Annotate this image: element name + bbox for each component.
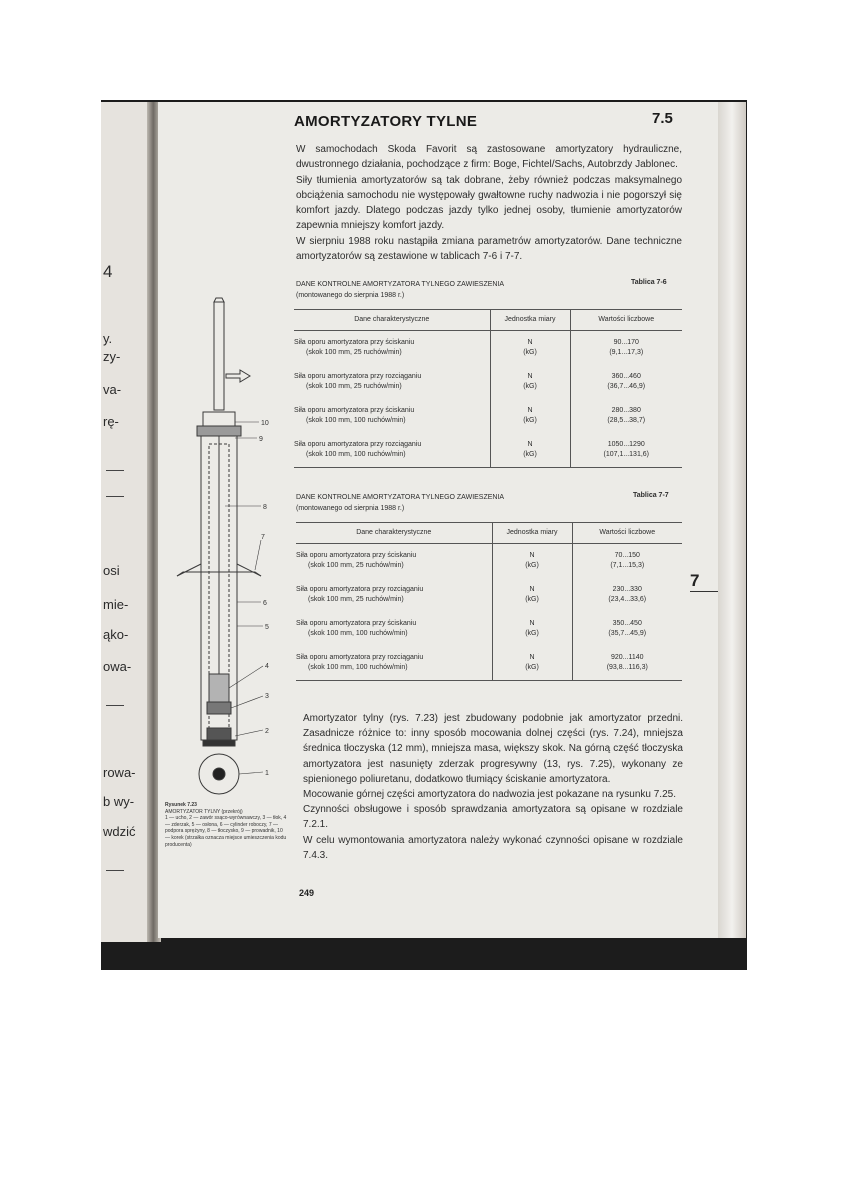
figure-label: 6 — [263, 600, 267, 607]
cell-desc-sub: (skok 100 mm, 25 ruchów/min) — [308, 596, 404, 603]
figure-label: 2 — [265, 728, 269, 735]
cell-value-sub: (23,4...33,6) — [608, 596, 647, 603]
figure-label: 4 — [265, 663, 269, 670]
figure-label: 5 — [265, 624, 269, 631]
cell-desc-sub: (skok 100 mm, 25 ruchów/min) — [308, 562, 404, 569]
body-text — [303, 711, 683, 863]
table-header-row — [294, 310, 682, 331]
left-fragment: wdzić — [103, 824, 136, 839]
arrow-icon — [226, 370, 250, 382]
left-fragment: zy- — [103, 349, 121, 364]
figure-caption-number: Rysunek 7.23 — [165, 802, 197, 808]
cell-unit-sub: (kG) — [525, 562, 539, 569]
figure-label: 10 — [261, 420, 269, 427]
left-rule — [106, 496, 124, 497]
cell-value: 90...170 — [613, 339, 639, 346]
cell-value-sub: (28,5...38,7) — [607, 417, 646, 424]
cell-value: 70...150 — [614, 552, 640, 559]
lower-eye-bushing — [213, 768, 225, 780]
data-table-7-7 — [296, 522, 682, 681]
figure-caption-text: 1 — ucho, 2 — zawór ssąco-wyrównawczy, 3 — tłok, 4 — zderzak, 5 — osłona, 6 — cylinder roboczy, 7 — podpora sprężyny, 8 — tłoczysko, 9 — prowadnik, 10 — korek (strzałka oznacza miejsce umieszczenia kodu producenta) — [165, 815, 287, 848]
cell-desc: Siła oporu amortyzatora przy ściskaniu — [296, 620, 417, 627]
table-label: Tablica 7-7 — [633, 492, 669, 499]
figure-label: 9 — [259, 436, 263, 443]
cell-desc-sub: (skok 100 mm, 100 ruchów/min) — [306, 417, 406, 424]
cell-value-sub: (35,7...45,9) — [608, 630, 647, 637]
cell-unit: N — [527, 407, 533, 414]
cell-desc-sub: (skok 100 mm, 25 ruchów/min) — [306, 349, 402, 356]
left-rule — [106, 470, 124, 471]
cell-unit-sub: (kG) — [523, 349, 537, 356]
left-fragment: y. — [103, 331, 113, 346]
left-fragment: rowa- — [103, 765, 136, 780]
table-row — [296, 646, 682, 681]
table-row — [294, 399, 682, 433]
cell-desc: Siła oporu amortyzatora przy ściskaniu — [294, 407, 415, 414]
cell-unit-sub: (kG) — [525, 596, 539, 603]
column-header: Wartości liczbowe — [572, 523, 682, 544]
table-caption-subtitle: (montowanego od sierpnia 1988 r.) — [296, 505, 405, 512]
seal-ring — [197, 426, 241, 436]
paragraph: Siły tłumienia amortyzatorów są tak dobrane, żeby również podczas maksymalnego obciążenia samochodu nie występowały gwałtowne ruchy nadwozia i nie pogorszył się komfort jazdy. Dlatego podczas jazdy tylko jednej osoby, tłumienie amortyzatorów zapewnia mniejszy komfort jazdy. — [296, 174, 682, 232]
data-table-7-6 — [294, 309, 682, 468]
cell-value-sub: (36,7...46,9) — [607, 383, 646, 390]
paragraph: W sierpniu 1988 roku nastąpiła zmiana parametrów amortyzatorów. Dane techniczne amortyzatorów są zestawione w tablicach 7-6 i 7-7. — [296, 235, 682, 263]
left-rule — [106, 870, 124, 871]
cell-unit-sub: (kG) — [525, 664, 539, 671]
cell-value-sub: (7,1...15,3) — [610, 562, 645, 569]
table-row — [296, 612, 682, 646]
table-caption-title: DANE KONTROLNE AMORTYZATORA TYLNEGO ZAWIESZENIA — [296, 281, 505, 288]
cell-value: 1050...1290 — [607, 441, 645, 448]
section-title: AMORTYZATORY TYLNE — [294, 113, 478, 130]
left-fragment: b wy- — [103, 794, 135, 809]
bump-stop — [209, 674, 229, 702]
rod-tip — [214, 298, 224, 302]
left-fragment: mie- — [103, 597, 129, 612]
chapter-tab-rule — [690, 591, 718, 592]
cell-desc: Siła oporu amortyzatora przy ściskaniu — [296, 552, 417, 559]
cell-value: 280...380 — [611, 407, 641, 414]
cell-desc: Siła oporu amortyzatora przy rozciąganiu — [296, 586, 424, 593]
cell-value-sub: (93,8...116,3) — [606, 664, 648, 671]
table-caption-subtitle: (montowanego do sierpnia 1988 r.) — [296, 292, 405, 299]
paragraph: Czynności obsługowe i sposób sprawdzania amortyzatora są opisane w rozdziale 7.2.1. — [303, 804, 683, 831]
cell-value-sub: (107,1...131,6) — [603, 451, 650, 458]
table-row — [294, 331, 682, 366]
cell-unit: N — [527, 441, 533, 448]
cell-unit-sub: (kG) — [523, 417, 537, 424]
base-valve — [207, 728, 231, 740]
cell-value: 920...1140 — [610, 654, 644, 661]
left-fragment: 4 — [103, 262, 113, 281]
cell-unit-sub: (kG) — [525, 630, 539, 637]
table-label: Tablica 7-6 — [631, 279, 667, 286]
piston — [207, 702, 231, 714]
figure-caption — [165, 802, 289, 848]
cell-value: 350...450 — [612, 620, 642, 627]
column-header: Jednostka miary — [492, 523, 572, 544]
paragraph: W celu wymontowania amortyzatora należy wykonać czynności opisane w rozdziale 7.4.3. — [303, 834, 683, 861]
figure-label: 3 — [265, 693, 269, 700]
left-fragment: rę- — [103, 414, 119, 429]
figure-label: 7 — [261, 534, 265, 541]
figure-caption-title: AMORTYZATOR TYLNY (przekrój) — [165, 808, 243, 815]
cell-desc-sub: (skok 100 mm, 100 ruchów/min) — [308, 664, 408, 671]
cell-unit: N — [527, 373, 533, 380]
cell-desc: Siła oporu amortyzatora przy rozciąganiu — [294, 441, 422, 448]
left-fragment: va- — [103, 382, 122, 397]
page-number: 249 — [299, 888, 315, 898]
intro-text — [296, 142, 682, 264]
section-number: 7.5 — [652, 110, 673, 127]
column-header: Dane charakterystyczne — [294, 310, 490, 331]
figure-label: 8 — [263, 504, 267, 511]
left-page-edge — [101, 102, 153, 942]
cell-value: 230...330 — [612, 586, 642, 593]
table-header-row — [296, 523, 682, 544]
paragraph: Mocowanie górnej części amortyzatora do nadwozia jest pokazane na rysunku 7.25. — [303, 789, 676, 801]
table-caption — [296, 492, 504, 514]
cell-unit: N — [527, 339, 533, 346]
table-caption-title: DANE KONTROLNE AMORTYZATORA TYLNEGO ZAWIESZENIA — [296, 494, 505, 501]
paragraph: W samochodach Skoda Favorit są zastosowane amortyzatory hydrauliczne, dwustronnego działania, pochodzące z firm: Boge, Fichtel/Sachs, Autobrzdy Jablonec. — [296, 144, 682, 171]
column-header: Wartości liczbowe — [570, 310, 682, 331]
left-fragment: ąko- — [103, 627, 129, 642]
bottom-cap — [203, 740, 235, 746]
cell-unit: N — [529, 620, 535, 627]
paragraph: Amortyzator tylny (rys. 7.23) jest zbudowany podobnie jak amortyzator przedni. Zasadnicze różnice to: inny sposób mocowania dolnej części (rys. 7.24), mniejsza średnica tłoczyska (12 mm), mniejsza masa, większy skok. Na górną część tłoczyska amortyzatora jest nasunięty zderzak progresywny (13, rys. 7.25), wykonany ze spienionego poliuretanu, dodatkowo tłumiący ściskanie amortyzatora. — [303, 713, 683, 785]
shock-absorber-figure — [163, 296, 283, 796]
column-header: Jednostka miary — [490, 310, 570, 331]
right-page-edge — [718, 102, 746, 938]
cell-desc-sub: (skok 100 mm, 25 ruchów/min) — [306, 383, 402, 390]
table-caption — [296, 279, 504, 301]
figure-label: 1 — [265, 770, 269, 777]
column-header: Dane charakterystyczne — [296, 523, 492, 544]
cell-unit: N — [529, 552, 535, 559]
cell-value-sub: (9,1...17,3) — [609, 349, 644, 356]
cell-desc: Siła oporu amortyzatora przy rozciąganiu — [294, 373, 422, 380]
left-fragment: owa- — [103, 659, 132, 674]
cell-value: 360...460 — [611, 373, 641, 380]
chapter-tab: 7 — [690, 571, 700, 590]
table-row — [296, 578, 682, 612]
cell-desc-sub: (skok 100 mm, 100 ruchów/min) — [308, 630, 408, 637]
cell-desc: Siła oporu amortyzatora przy rozciąganiu — [296, 654, 424, 661]
cell-unit: N — [529, 586, 535, 593]
cell-desc-sub: (skok 100 mm, 100 ruchów/min) — [306, 451, 406, 458]
cell-unit: N — [529, 654, 535, 661]
table-row — [296, 544, 682, 579]
cell-unit-sub: (kG) — [523, 383, 537, 390]
left-fragment: osi — [103, 563, 120, 578]
piston-rod-top — [214, 302, 224, 410]
left-rule — [106, 705, 124, 706]
cell-desc: Siła oporu amortyzatora przy ściskaniu — [294, 339, 415, 346]
table-row — [294, 365, 682, 399]
table-row — [294, 433, 682, 468]
cell-unit-sub: (kG) — [523, 451, 537, 458]
